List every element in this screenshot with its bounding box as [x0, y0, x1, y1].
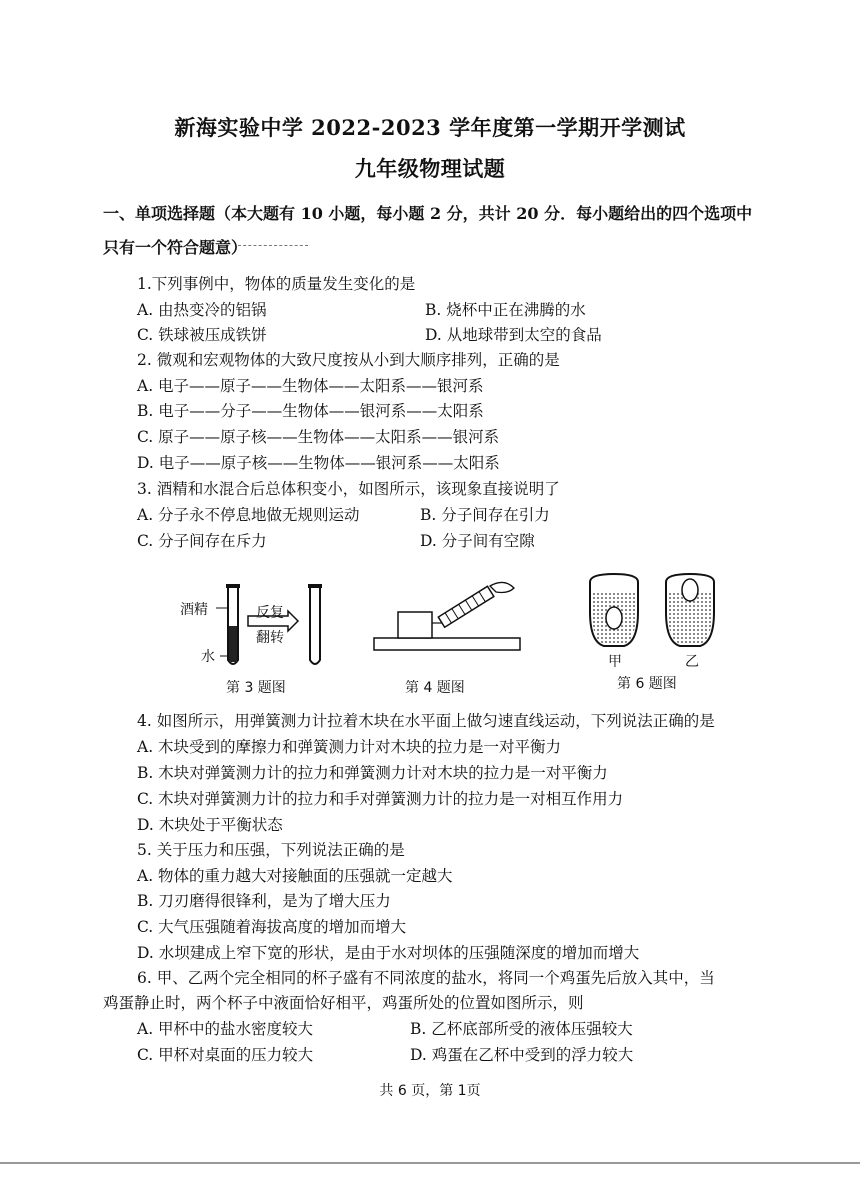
q1-option-d: D. 从地球带到太空的食品: [425, 326, 602, 344]
q1-option-b: B. 烧杯中正在沸腾的水: [425, 301, 586, 319]
q2-option-c: C. 原子——原子核——生物体——太阳系——银河系: [137, 428, 500, 446]
q2-option-a: A. 电子——原子——生物体——太阳系——银河系: [137, 377, 484, 395]
q3-option-d: D. 分子间有空隙: [420, 532, 535, 550]
q5-option-b: B. 刀刃磨得很锋利，是为了增大压力: [137, 892, 391, 910]
pen-stroke-mark: [238, 245, 308, 247]
exam-subtitle: 九年级物理试题: [354, 156, 506, 181]
fig3-label-water: 水: [201, 649, 215, 665]
fig6-label-right: 乙: [685, 654, 699, 670]
fig6-caption: 第 6 题图: [617, 676, 677, 692]
q4-stem: 4. 如图所示，用弹簧测力计拉着木块在水平面上做匀速直线运动，下列说法正确的是: [137, 712, 715, 730]
fig3-test-tubes: [170, 582, 340, 674]
q4-option-a: A. 木块受到的摩擦力和弹簧测力计对木块的拉力是一对平衡力: [137, 738, 562, 756]
page-footer: 共 6 页，第 1页: [379, 1083, 481, 1099]
q3-stem: 3. 酒精和水混合后总体积变小，如图所示，该现象直接说明了: [137, 480, 560, 498]
scan-edge-line: [0, 1162, 860, 1164]
fig4-hand: [490, 582, 514, 592]
fig3-tube2-cap: [308, 584, 322, 588]
fig6-cups-with-eggs: [584, 572, 734, 652]
section-heading-line1: 一、单项选择题（本大题有 10 小题，每小题 2 分，共计 20 分．每小题给出的四个选项中: [103, 204, 753, 223]
fig3-tube1-water: [229, 626, 237, 662]
fig3-label-arrow-top: 反复: [256, 605, 284, 621]
fig4-spring-scale: [438, 586, 494, 627]
fig3-tube1-cap: [226, 584, 240, 588]
fig4-wooden-block: [398, 612, 432, 638]
q3-option-a: A. 分子永不停息地做无规则运动: [137, 506, 360, 524]
q2-stem: 2. 微观和宏观物体的大致尺度按从小到大顺序排列，正确的是: [137, 351, 560, 369]
fig3-label-alcohol: 酒精: [180, 602, 208, 618]
fig3-label-arrow-bottom: 翻转: [256, 630, 284, 646]
fig3-tube1-alcohol: [229, 592, 237, 626]
q1-option-c: C. 铁球被压成铁饼: [137, 326, 267, 344]
exam-title: 新海实验中学 2022-2023 学年度第一学期开学测试: [174, 115, 686, 140]
fig6-label-left: 甲: [608, 654, 622, 670]
fig6-egg-right: [682, 579, 698, 601]
q4-option-b: B. 木块对弹簧测力计的拉力和弹簧测力计对木块的拉力是一对平衡力: [137, 764, 608, 782]
q1-stem: 1.下列事例中，物体的质量发生变化的是: [137, 275, 416, 293]
q5-stem: 5. 关于压力和压强，下列说法正确的是: [137, 841, 405, 859]
fig4-table-surface: [374, 638, 520, 650]
q1-option-a: A. 由热变冷的铝锅: [137, 301, 267, 319]
fig3-tube2-outline: [310, 588, 320, 664]
q4-option-d: D. 木块处于平衡状态: [137, 816, 283, 834]
q5-option-a: A. 物体的重力越大对接触面的压强就一定越大: [137, 867, 453, 885]
q2-option-b: B. 电子——分子——生物体——银河系——太阳系: [137, 402, 484, 420]
q3-option-c: C. 分子间存在斥力: [137, 532, 267, 550]
q4-option-c: C. 木块对弹簧测力计的拉力和手对弹簧测力计的拉力是一对相互作用力: [137, 790, 624, 808]
q6-option-b: B. 乙杯底部所受的液体压强较大: [410, 1020, 633, 1038]
fig4-spring-scale-block: [372, 578, 522, 658]
fig4-caption: 第 4 题图: [405, 680, 465, 696]
q6-stem-line1: 6. 甲、乙两个完全相同的杯子盛有不同浓度的盐水，将同一个鸡蛋先后放入其中，当: [137, 969, 715, 987]
q6-option-c: C. 甲杯对桌面的压力较大: [137, 1046, 314, 1064]
q5-option-d: D. 水坝建成上窄下宽的形状，是由于水对坝体的压强随深度的增加而增大: [137, 944, 640, 962]
q5-option-c: C. 大气压强随着海拔高度的增加而增大: [137, 918, 407, 936]
q6-stem-line2: 鸡蛋静止时，两个杯子中液面恰好相平，鸡蛋所处的位置如图所示，则: [103, 994, 584, 1012]
q2-option-d: D. 电子——原子核——生物体——银河系——太阳系: [137, 454, 500, 472]
fig6-egg-left: [606, 607, 622, 629]
fig3-caption: 第 3 题图: [226, 680, 286, 696]
q3-option-b: B. 分子间存在引力: [420, 506, 550, 524]
section-heading-line2: 只有一个符合题意）: [103, 238, 248, 257]
q6-option-a: A. 甲杯中的盐水密度较大: [137, 1020, 314, 1038]
q6-option-d: D. 鸡蛋在乙杯中受到的浮力较大: [410, 1046, 634, 1064]
